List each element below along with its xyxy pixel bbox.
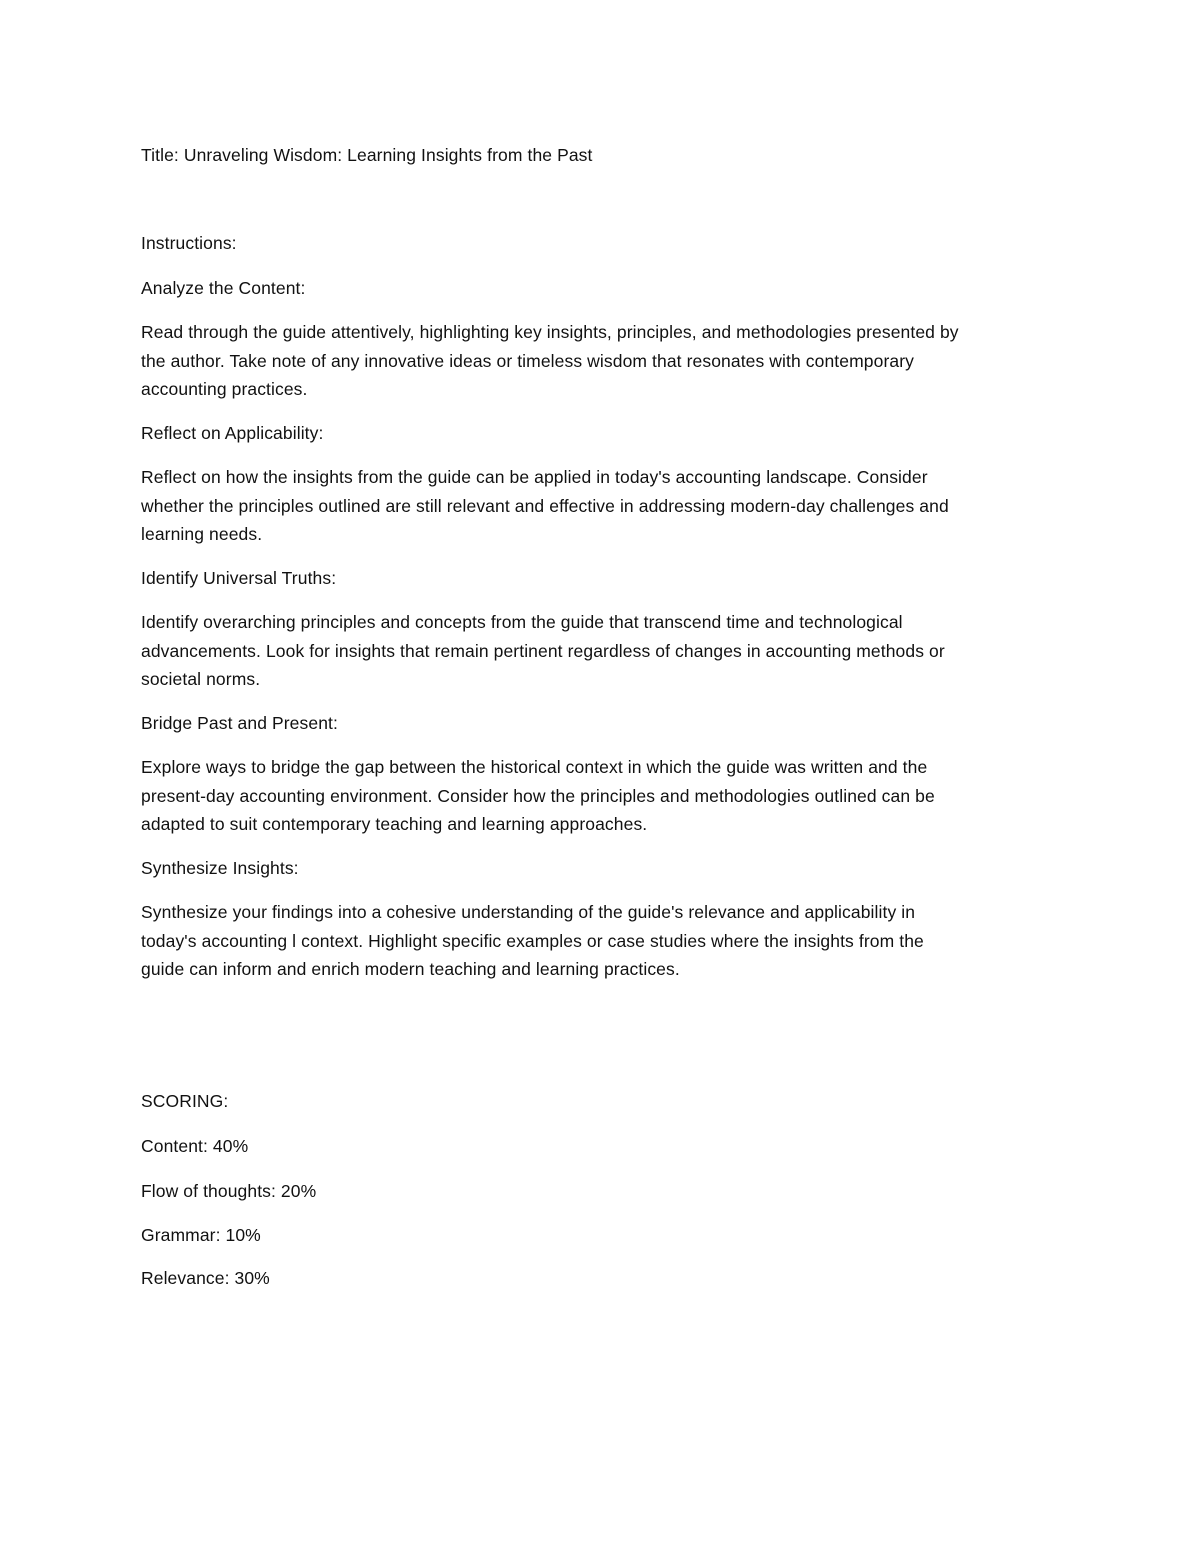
- section-heading-synthesize: Synthesize Insights:: [141, 858, 299, 878]
- section-body-line: present-day accounting environment. Consider how the principles and methodologies outlined can be: [141, 786, 935, 806]
- section-body-line: Reflect on how the insights from the guide can be applied in today's accounting landscape. Consider: [141, 467, 928, 487]
- section-body-line: today's accounting l context. Highlight specific examples or case studies where the insights from the: [141, 931, 924, 951]
- section-body-line: learning needs.: [141, 524, 263, 544]
- instructions-label: Instructions:: [141, 233, 237, 253]
- scoring-label: SCORING:: [141, 1091, 229, 1111]
- scoring-item: Grammar: 10%: [141, 1225, 261, 1245]
- section-heading-bridge: Bridge Past and Present:: [141, 713, 338, 733]
- section-heading-identify: Identify Universal Truths:: [141, 568, 337, 588]
- section-body-line: whether the principles outlined are still relevant and effective in addressing modern-day challenges and: [141, 496, 949, 516]
- section-body-line: the author. Take note of any innovative ideas or timeless wisdom that resonates with contemporary: [141, 351, 914, 371]
- section-body-line: societal norms.: [141, 669, 261, 689]
- scoring-item: Relevance: 30%: [141, 1268, 270, 1288]
- section-body-line: Explore ways to bridge the gap between the historical context in which the guide was written and the: [141, 757, 928, 777]
- section-body-line: Synthesize your findings into a cohesive understanding of the guide's relevance and applicability in: [141, 902, 916, 922]
- section-body-line: Read through the guide attentively, highlighting key insights, principles, and methodologies presented by: [141, 322, 959, 342]
- section-heading-analyze: Analyze the Content:: [141, 278, 306, 298]
- scoring-item: Content: 40%: [141, 1136, 249, 1156]
- section-body-line: Identify overarching principles and concepts from the guide that transcend time and technological: [141, 612, 903, 632]
- scoring-item: Flow of thoughts: 20%: [141, 1181, 317, 1201]
- section-body-line: guide can inform and enrich modern teaching and learning practices.: [141, 959, 680, 979]
- section-body-line: advancements. Look for insights that remain pertinent regardless of changes in accounting methods or: [141, 641, 945, 661]
- section-heading-reflect: Reflect on Applicability:: [141, 423, 324, 443]
- section-body-line: adapted to suit contemporary teaching and learning approaches.: [141, 814, 648, 834]
- section-body-line: accounting practices.: [141, 379, 308, 399]
- document-title: Title: Unraveling Wisdom: Learning Insights from the Past: [141, 145, 593, 165]
